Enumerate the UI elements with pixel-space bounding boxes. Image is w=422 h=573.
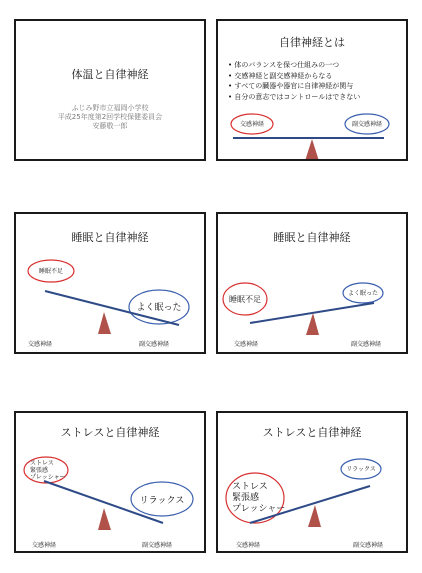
bullet-item: • 体のバランスを保つ仕組みの一つ	[228, 60, 360, 71]
meeting-name: 平成25年度第2回学校保健委員会	[57, 113, 163, 121]
slide-4-sleep-high	[216, 212, 408, 354]
left-bubble-label: 交感神経	[239, 121, 265, 128]
right-bubble-label: よく眠った	[136, 303, 182, 313]
left-bubble-label: 睡眠不足	[229, 295, 261, 304]
slide-title: 睡眠と自律神経	[273, 231, 351, 244]
slide-title: 体温と自律神経	[71, 68, 149, 81]
seesaw-fulcrum	[305, 139, 319, 161]
presenter-name: 安藤敬一郎	[92, 122, 128, 130]
slide-6-stress-high	[216, 411, 408, 553]
right-bubble-label: 副交感神経	[351, 121, 383, 128]
bullet-item: • 交感神経と副交感神経からなる	[228, 71, 360, 82]
seesaw-diagram	[16, 214, 206, 354]
left-bubble-line: 緊張感	[232, 493, 260, 503]
left-bubble-line: ストレス	[30, 460, 54, 467]
slide-title: 睡眠と自律神経	[71, 231, 149, 244]
right-axis-label: 副交感神経	[142, 542, 173, 549]
left-bubble-line: ストレス	[232, 482, 268, 492]
slide-3-sleep-low	[14, 212, 206, 354]
seesaw-diagram	[16, 413, 206, 553]
seesaw-diagram	[218, 413, 408, 553]
seesaw-fulcrum	[98, 312, 111, 334]
seesaw-fulcrum	[308, 505, 321, 527]
left-axis-label: 交感神経	[32, 542, 57, 549]
bullet-item: • 自分の意志ではコントロールはできない	[228, 92, 360, 103]
slide-title: ストレスと自律神経	[262, 426, 362, 439]
left-axis-label: 交感神経	[234, 341, 259, 348]
seesaw-diagram	[218, 214, 408, 354]
bullet-item: • すべての臓器や器官に自律神経が関与	[228, 81, 360, 92]
seesaw-fulcrum	[98, 508, 111, 530]
right-axis-label: 副交感神経	[353, 542, 384, 549]
left-bubble-line: プレッシャー	[232, 504, 286, 514]
slide-2-about	[216, 19, 408, 161]
slide-title: 自律神経とは	[279, 36, 345, 49]
left-bubble-label: 睡眠不足	[38, 268, 64, 275]
right-bubble-label: よく眠った	[347, 290, 379, 297]
right-bubble-label: リラックス	[346, 466, 376, 473]
school-name: ふじみ野市立福岡小学校	[71, 104, 149, 112]
left-bubble-line: プレッシャー	[30, 474, 66, 481]
right-axis-label: 副交感神経	[351, 341, 382, 348]
left-axis-label: 交感神経	[236, 542, 261, 549]
slide-title: ストレスと自律神経	[60, 426, 160, 439]
seesaw-diagram	[218, 21, 408, 161]
left-bubble-line: 緊張感	[30, 467, 49, 474]
left-axis-label: 交感神経	[28, 341, 53, 348]
right-axis-label: 副交感神経	[139, 341, 170, 348]
slide-5-stress-low	[14, 411, 206, 553]
seesaw-fulcrum	[306, 313, 319, 335]
slide-1-title	[14, 19, 206, 161]
right-bubble-label: リラックス	[139, 496, 185, 506]
